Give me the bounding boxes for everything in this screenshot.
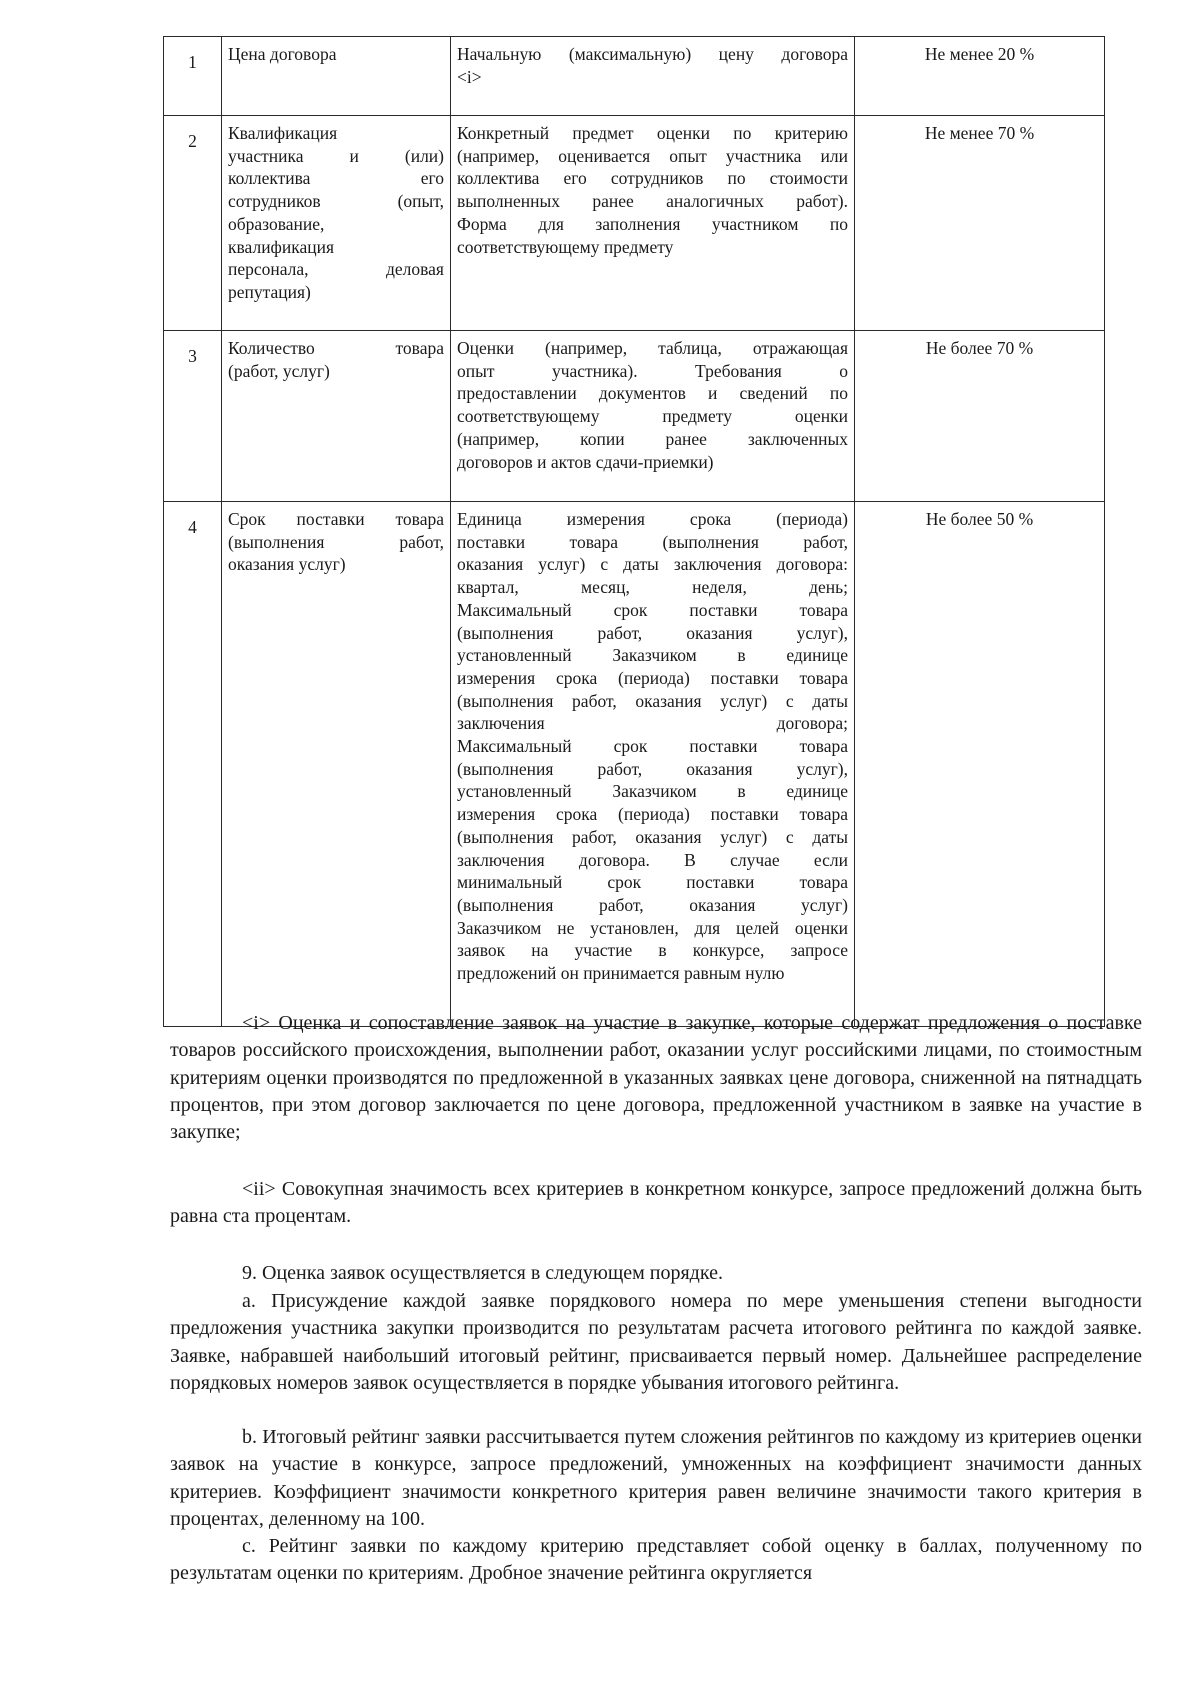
criterion-description-line: оказания услуг) с даты заключения договора: <box>457 554 848 575</box>
criterion-description-line: Форма для заполнения участником по <box>457 213 848 234</box>
criterion-description <box>451 502 855 1027</box>
criterion-description-line: опыт участника). Требования о <box>457 360 848 381</box>
criterion-description-line: предложений он принимается равным нулю <box>457 963 785 984</box>
criterion-description-line: соответствующему предмету <box>457 236 674 257</box>
criterion-number: 2 <box>164 116 222 331</box>
criterion-description-line: заключения договора; <box>457 713 848 734</box>
criterion-description-line: поставки товара (выполнения работ, <box>457 531 848 552</box>
criterion-description-line: квартал, месяц, неделя, день; <box>457 577 848 598</box>
footnote-i <box>170 1010 1142 1146</box>
criterion-description-line: заключения договора. В случае если <box>457 849 848 870</box>
table-row <box>164 502 1105 1027</box>
criterion-description-line: (выполнения работ, оказания услуг), <box>457 758 848 779</box>
criterion-number: 3 <box>164 331 222 502</box>
criterion-description <box>451 331 855 502</box>
criterion-description-line: Конкретный предмет оценки по критерию <box>457 123 848 143</box>
criterion-weight: Не более 70 % <box>855 331 1105 502</box>
section-9-item-a <box>170 1288 1142 1397</box>
section-9-heading-text: 9. Оценка заявок осуществляется в следующем порядке. <box>242 1262 723 1284</box>
criterion-description-line: предоставлении документов и сведений по <box>457 383 848 404</box>
criterion-name-line: оказания услуг) <box>228 554 346 575</box>
footnote-ii <box>170 1176 1142 1231</box>
criterion-name-line: квалификация <box>228 236 335 257</box>
criterion-name <box>222 116 451 331</box>
criterion-name-line: коллектива его <box>228 168 444 189</box>
criterion-name-line: Количество товара <box>228 338 444 358</box>
criterion-name-line: (выполнения работ, <box>228 531 444 552</box>
criterion-name-line: сотрудников (опыт, <box>228 191 444 212</box>
criterion-description <box>451 116 855 331</box>
criterion-description-line: Единица измерения срока (периода) <box>457 509 848 529</box>
criterion-description-line: (выполнения работ, оказания услуг), <box>457 622 848 643</box>
criteria-table-body <box>164 37 1105 1027</box>
criterion-weight: Не более 50 % <box>855 502 1105 1027</box>
criterion-description-line: (например, оценивается опыт участника или <box>457 145 848 166</box>
criterion-description-line: (выполнения работ, оказания услуг) с даты <box>457 826 848 847</box>
criterion-name-line: Квалификация <box>228 123 338 143</box>
section-9-item-c <box>170 1533 1142 1588</box>
criterion-description-line: коллектива его сотрудников по стоимости <box>457 168 848 189</box>
criterion-description-line: договоров и актов сдачи-приемки) <box>457 451 714 472</box>
section-9-item-b-text: b. Итоговый рейтинг заявки рассчитывается путем сложения рейтингов по каждому из критериев оценки заявок на участие в конкурсе, запросе предложений, умноженных на коэффициент значимости данных критериев. Коэффициент значимости конкретного критерия равен величине значимости такого критерия в процентах, деленному на 100. <box>170 1426 1142 1530</box>
criterion-description-line: Заказчиком не установлен, для целей оценки <box>457 917 848 938</box>
criterion-weight: Не менее 70 % <box>855 116 1105 331</box>
section-9-item-b <box>170 1424 1142 1533</box>
footnote-ii-text: <ii> Совокупная значимость всех критериев в конкретном конкурсе, запросе предложений должна быть равна ста процентам. <box>170 1178 1142 1228</box>
section-9-item-c-text: c. Рейтинг заявки по каждому критерию представляет собой оценку в баллах, полученному по результатам оценки по критериям. Дробное значение рейтинга округляется <box>170 1535 1142 1585</box>
criterion-name <box>222 502 451 1027</box>
criterion-number: 1 <box>164 37 222 116</box>
table-row <box>164 331 1105 502</box>
criterion-description-line: Оценки (например, таблица, отражающая <box>457 338 848 358</box>
criterion-name-line: (работ, услуг) <box>228 360 330 381</box>
footnote-i-text: <i> Оценка и сопоставление заявок на участие в закупке, которые содержат предложения о поставке товаров российского происхождения, выполнении работ, оказании услуг российскими лицами, по стоимостным критериям оценки производятся по предложенной в указанных заявках цене договора, сниженной на пятнадцать процентов, при этом договор заключается по цене договора, предложенной участником в заявке на участие в закупке; <box>170 1012 1142 1144</box>
criterion-description <box>451 37 855 116</box>
criterion-description-line: установленный Заказчиком в единице <box>457 645 848 666</box>
criterion-name-line: репутация) <box>228 281 311 302</box>
criterion-description-line: <i> <box>457 66 482 87</box>
criterion-description-line: соответствующему предмету оценки <box>457 406 848 427</box>
criterion-name-line: образование, <box>228 213 325 234</box>
criterion-name-line: персонала, деловая <box>228 259 444 280</box>
criterion-name <box>222 37 451 116</box>
criterion-description-line: Начальную (максимальную) цену договора <box>457 44 848 64</box>
criterion-description-line: (например, копии ранее заключенных <box>457 428 848 449</box>
criterion-name-line: Цена договора <box>228 44 337 64</box>
criterion-description-line: измерения срока (периода) поставки товара <box>457 804 848 825</box>
criterion-description-line: (выполнения работ, оказания услуг) с даты <box>457 690 848 711</box>
criterion-name-line: Срок поставки товара <box>228 509 444 529</box>
criterion-description-line: Максимальный срок поставки товара <box>457 736 848 757</box>
criterion-description-line: минимальный срок поставки товара <box>457 872 848 893</box>
table-row <box>164 37 1105 116</box>
criterion-weight: Не менее 20 % <box>855 37 1105 116</box>
section-9-item-a-text: a. Присуждение каждой заявке порядкового номера по мере уменьшения степени выгодности предложения участника закупки производится по результатам расчета итогового рейтинга по каждой заявке. Заявке, набравшей наибольший итоговый рейтинг, присваивается первый номер. Дальнейшее распределение порядковых номеров заявок осуществляется в порядке убывания итогового рейтинга. <box>170 1290 1142 1394</box>
table-row <box>164 116 1105 331</box>
section-9-heading <box>170 1260 1142 1287</box>
criteria-table <box>163 36 1105 1027</box>
criterion-name-line: участника и (или) <box>228 145 444 166</box>
criterion-number: 4 <box>164 502 222 1027</box>
criterion-description-line: измерения срока (периода) поставки товара <box>457 667 848 688</box>
criterion-description-line: Максимальный срок поставки товара <box>457 599 848 620</box>
criterion-description-line: (выполнения работ, оказания услуг) <box>457 894 848 915</box>
criterion-description-line: установленный Заказчиком в единице <box>457 781 848 802</box>
criterion-description-line: заявок на участие в конкурсе, запросе <box>457 940 848 961</box>
criterion-name <box>222 331 451 502</box>
criterion-description-line: выполненных ранее аналогичных работ). <box>457 191 848 212</box>
